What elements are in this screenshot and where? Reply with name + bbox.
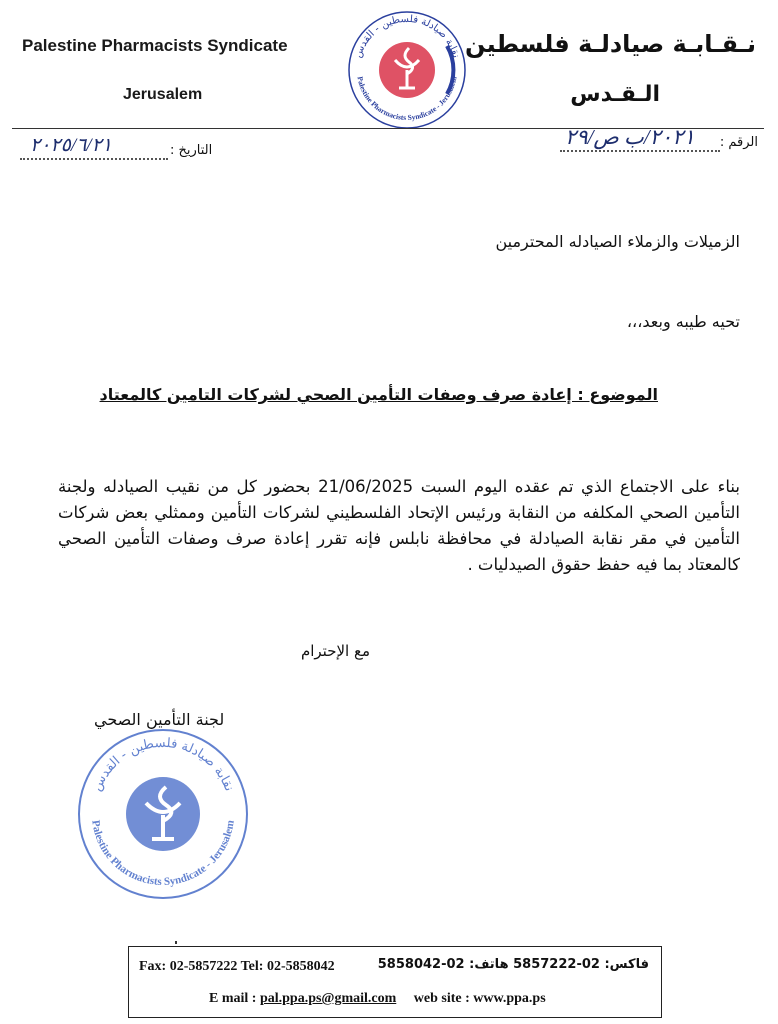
reference-dotted-line — [560, 150, 720, 152]
signature-committee: لجنة التأمين الصحي — [94, 710, 225, 729]
footer-fax-tel-ar: فاكس: 02-5857222 هاتف: 02-5858042 — [377, 957, 649, 972]
syndicate-stamp — [74, 725, 252, 903]
greeting: الزميلات والزملاء الصيادله المحترمين — [495, 232, 740, 251]
website-link[interactable]: www.ppa.ps — [473, 991, 546, 1006]
email-label: E mail : — [209, 991, 257, 1006]
reference-label: الرقم : — [719, 135, 758, 150]
email-link[interactable]: pal.ppa.ps@gmail.com — [259, 991, 397, 1006]
syndicate-name-en: Palestine Pharmacists Syndicate — [22, 36, 288, 55]
letter-body: بناء على الاجتماع الذي تم عقده اليوم السبت 21/06/2025 بحضور كل من نقيب الصيادله ولجنة التأمين الصحي المكلفه من النقابة ورئيس الإتحاد الفلسطيني لشركات التأمين وممثلي بعض شركات التأمين في مقر نقابة الصيادلة في محافظة نابلس فإنه تقرر إعادة صرف وصفات التأمين الصحي كالمعتاد بما فيه حفظ حقوق الصيدليات . — [58, 477, 740, 574]
footer-email-line — [209, 991, 546, 1007]
website-label: web site : — [413, 991, 470, 1006]
stamp-ring-text-ar: نقابة صيادلة فلسطين - القدس — [89, 735, 237, 794]
stamp-ring-text-en: Palestine Pharmacists Syndicate - Jerusalem — [89, 819, 237, 889]
date-value: ٢٠٢٥/٦/٢١ — [30, 135, 112, 156]
city-name-ar: الـقـدس — [570, 82, 660, 107]
reference-value: ٢٠٢١/ب ص/٢٩ — [565, 125, 695, 149]
salutation: تحيه طيبه وبعد،،، — [626, 312, 740, 331]
footer-fax-tel-en: Fax: 02-5857222 Tel: 02-5858042 — [139, 959, 335, 974]
logo-ring-text-ar: نقابة صيادلة فلسطين - القدس — [352, 13, 462, 60]
scan-speck — [175, 941, 177, 944]
date-label: التاريخ : — [170, 143, 213, 158]
city-name-en: Jerusalem — [123, 86, 203, 103]
closing-regards: مع الإحترام — [300, 642, 370, 660]
syndicate-logo — [345, 8, 469, 132]
footer-contact-box — [128, 946, 662, 1018]
date-dotted-line — [20, 158, 168, 160]
letter-subject: الموضوع : إعادة صرف وصفات التأمين الصحي لشركات التامين كالمعتاد — [99, 385, 658, 404]
logo-ring-text-en: Palestine Pharmacists Syndicate - Jerusalem — [355, 75, 459, 123]
syndicate-name-ar: نـقـابـة صيادلـة فلسطين — [465, 30, 756, 58]
